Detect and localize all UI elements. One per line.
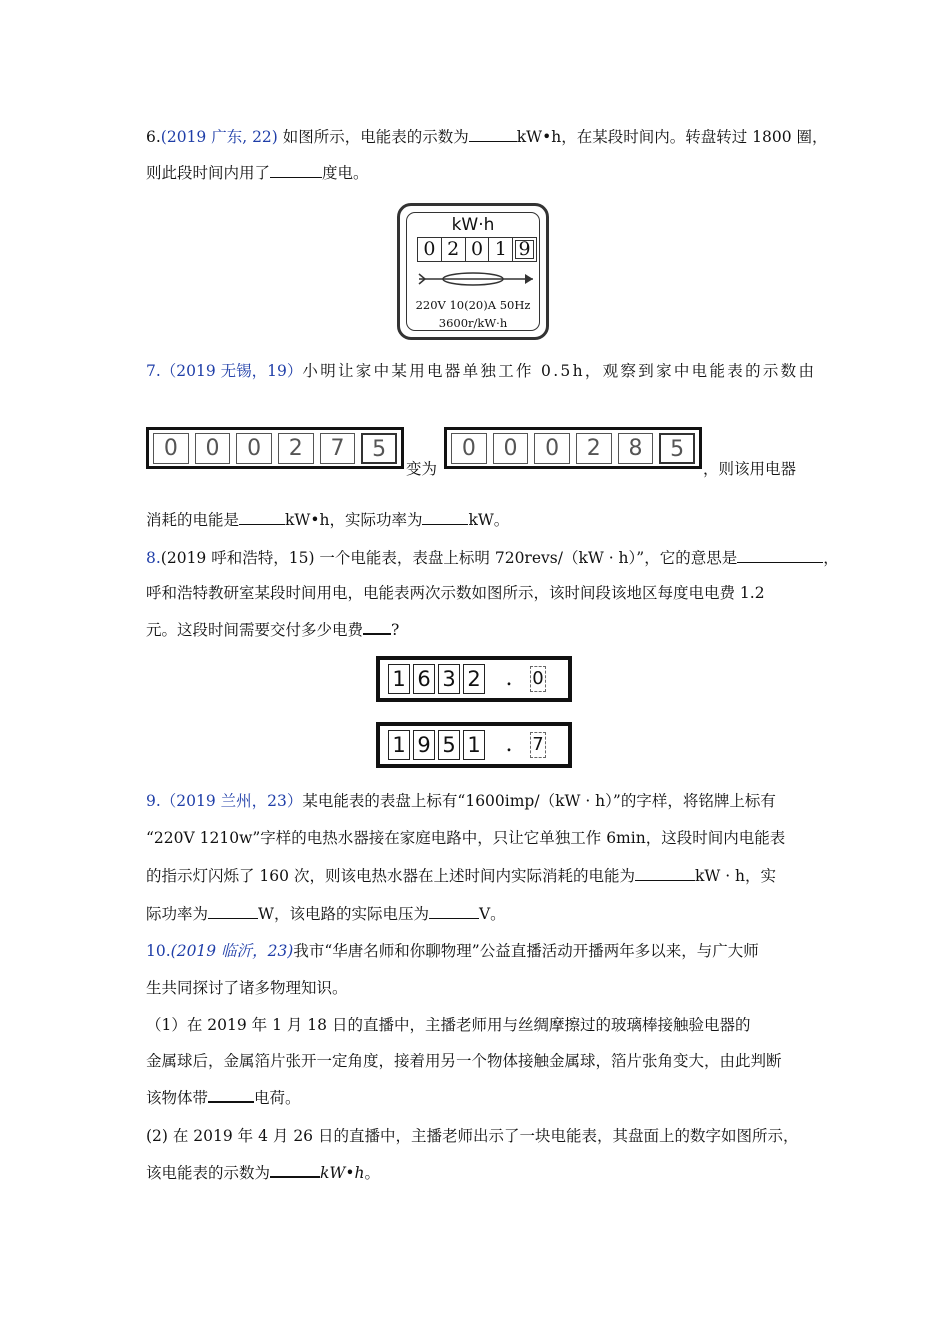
q10-line1 (146, 940, 759, 962)
meter-digit-decimal: 9 (513, 238, 536, 261)
q9-blank3 (429, 904, 479, 919)
q10-p5b: kW•h (320, 1164, 365, 1182)
q8-line1-text: (2019 呼和浩特，15) 一个电能表，表盘上标明 720revs/（kW · h）”，它的意思是 (160, 549, 738, 567)
q8-line3a: 元。这段时间需要交付多少电费 (146, 621, 364, 639)
reading-dot: . (505, 732, 513, 757)
q9-blank1 (635, 866, 695, 881)
q6-text2: kW•h，在某段时间内。转盘转过 1800 圈， (516, 128, 828, 146)
q7-line1 (146, 360, 816, 382)
q7-reading-before (146, 427, 404, 469)
q7-mid: 变为 (406, 460, 438, 478)
q10-blank2 (270, 1162, 320, 1178)
meter-digit: 2 (442, 238, 466, 261)
q9-line3b: kW · h，实 (694, 867, 777, 885)
q10-p3a: 该物体带 (146, 1089, 209, 1107)
q6-meter-figure (397, 203, 549, 340)
odo-digit-decimal: 5 (361, 433, 397, 464)
q9-source: （2019 兰州，23） (160, 792, 303, 810)
q7-blank2 (422, 510, 468, 525)
q6-number: 6. (146, 128, 161, 146)
meter-digit: 1 (489, 238, 513, 261)
q10-line1-text: 我市“华唐名师和你聊物理”公益直播活动开播两年多以来，与广大师 (293, 942, 759, 960)
q7-number: 7. (146, 362, 161, 380)
odo-digit: 0 (451, 433, 487, 464)
q10-p5a: 该电能表的示数为 (146, 1164, 271, 1182)
reading-digit: 1 (388, 730, 410, 760)
odo-digit: 2 (576, 433, 612, 464)
q10-p3b: 电荷。 (254, 1089, 301, 1107)
q8-reading-second (376, 722, 572, 768)
q9-line1 (146, 790, 776, 812)
q7-line3c: kW。 (468, 511, 510, 529)
q8-blank1 (737, 548, 823, 563)
q8-line1-end: ， (823, 549, 839, 567)
odo-digit: 0 (534, 433, 570, 464)
q7-reading-after (444, 427, 702, 469)
q7-line3a: 消耗的电能是 (146, 511, 240, 529)
reading-dot: . (505, 666, 513, 691)
odo-digit: 0 (493, 433, 529, 464)
q8-number: 8. (146, 549, 161, 567)
q10-part1-line3 (146, 1087, 301, 1109)
meter-digit: 0 (418, 238, 442, 261)
q9-line4a: 际功率为 (146, 905, 209, 923)
q6-line1 (146, 126, 828, 148)
reading-digit: 2 (463, 664, 485, 694)
reading-decimal: 0 (530, 666, 546, 692)
q10-blank1 (208, 1087, 254, 1103)
q10-line2: 生共同探讨了诸多物理知识。 (146, 979, 348, 997)
q6-source: (2019 广东, 22) (160, 128, 278, 146)
meter-digit: 0 (466, 238, 490, 261)
odo-digit: 0 (153, 433, 189, 464)
reading-digit: 6 (413, 664, 435, 694)
reading-digit: 5 (438, 730, 460, 760)
q10-number: 10. (146, 942, 171, 960)
q10-part2-line2 (146, 1162, 380, 1184)
odo-digit: 7 (320, 433, 356, 464)
meter-unit: kW·h (451, 215, 495, 235)
reading-decimal: 7 (530, 732, 546, 758)
rotor-arrow-icon (415, 267, 539, 291)
q9-line2: “220V 1210w”字样的电热水器接在家庭电路中，只让它单独工作 6min，这段时间内电能表 (146, 829, 786, 847)
q7-line3 (146, 509, 509, 531)
q8-line2: 呼和浩特教研室某段时间用电，电能表两次示数如图所示，该时间段该地区每度电电费 1.2 (146, 584, 765, 602)
q10-part2-line1: (2) 在 2019 年 4 月 26 日的直播中，主播老师出示了一块电能表，其盘面上的数字如图所示， (146, 1127, 799, 1145)
q6-blank1 (469, 127, 517, 142)
q8-reading-first (376, 656, 572, 702)
reading-digit: 9 (413, 730, 435, 760)
q7-text: 小明让家中某用电器单独工作 0.5h，观察到家中电能表的示数由 (302, 362, 817, 380)
odo-digit-decimal: 5 (659, 433, 695, 464)
q7-blank1 (239, 510, 285, 525)
q9-line4b: W，该电路的实际电压为 (258, 905, 429, 923)
q6-line2 (146, 162, 369, 184)
q9-blank2 (208, 904, 258, 919)
odo-digit: 8 (618, 433, 654, 464)
q10-source: (2019 临沂，23) (170, 942, 294, 960)
q9-line3 (146, 865, 776, 887)
reading-digit: 3 (438, 664, 460, 694)
q8-line3 (146, 619, 399, 641)
q9-line4 (146, 903, 506, 925)
meter-digits (417, 237, 537, 262)
q9-line3a: 的指示灯闪烁了 160 次，则该电热水器在上述时间内实际消耗的电能为 (146, 867, 635, 885)
reading-digit: 1 (463, 730, 485, 760)
q9-line1-text: 某电能表的表盘上标有“1600imp/（kW · h）”的字样，将铭牌上标有 (302, 792, 776, 810)
q9-line4c: V。 (478, 905, 506, 923)
q6-blank2 (270, 163, 322, 178)
q6-text1: 如图所示，电能表的示数为 (277, 128, 469, 146)
q8-line3b: ? (391, 621, 400, 639)
q7-tail: ，则该用电器 (703, 460, 797, 478)
q6-line2b: 度电。 (322, 164, 369, 182)
q10-part1-line1: （1）在 2019 年 1 月 18 日的直播中，主播老师用与丝绸摩擦过的玻璃棒接触验电器的 (146, 1016, 751, 1034)
q9-number: 9. (146, 792, 161, 810)
q10-part1-line2: 金属球后，金属箔片张开一定角度，接着用另一个物体接触金属球，箔片张角变大，由此判断 (146, 1052, 782, 1070)
odo-digit: 2 (278, 433, 314, 464)
q8-line1 (146, 547, 839, 569)
meter-rating: 220V 10(20)A 50Hz (415, 298, 531, 312)
meter-constant: 3600r/kW·h (438, 316, 508, 330)
q6-line2a: 则此段时间内用了 (146, 164, 271, 182)
odo-digit: 0 (195, 433, 231, 464)
q7-line3b: kW•h，实际功率为 (285, 511, 423, 529)
q7-source: （2019 无锡，19） (160, 362, 303, 380)
odo-digit: 0 (236, 433, 272, 464)
reading-digit: 1 (388, 664, 410, 694)
q8-blank2 (363, 619, 391, 635)
q10-p5c: 。 (364, 1164, 380, 1182)
